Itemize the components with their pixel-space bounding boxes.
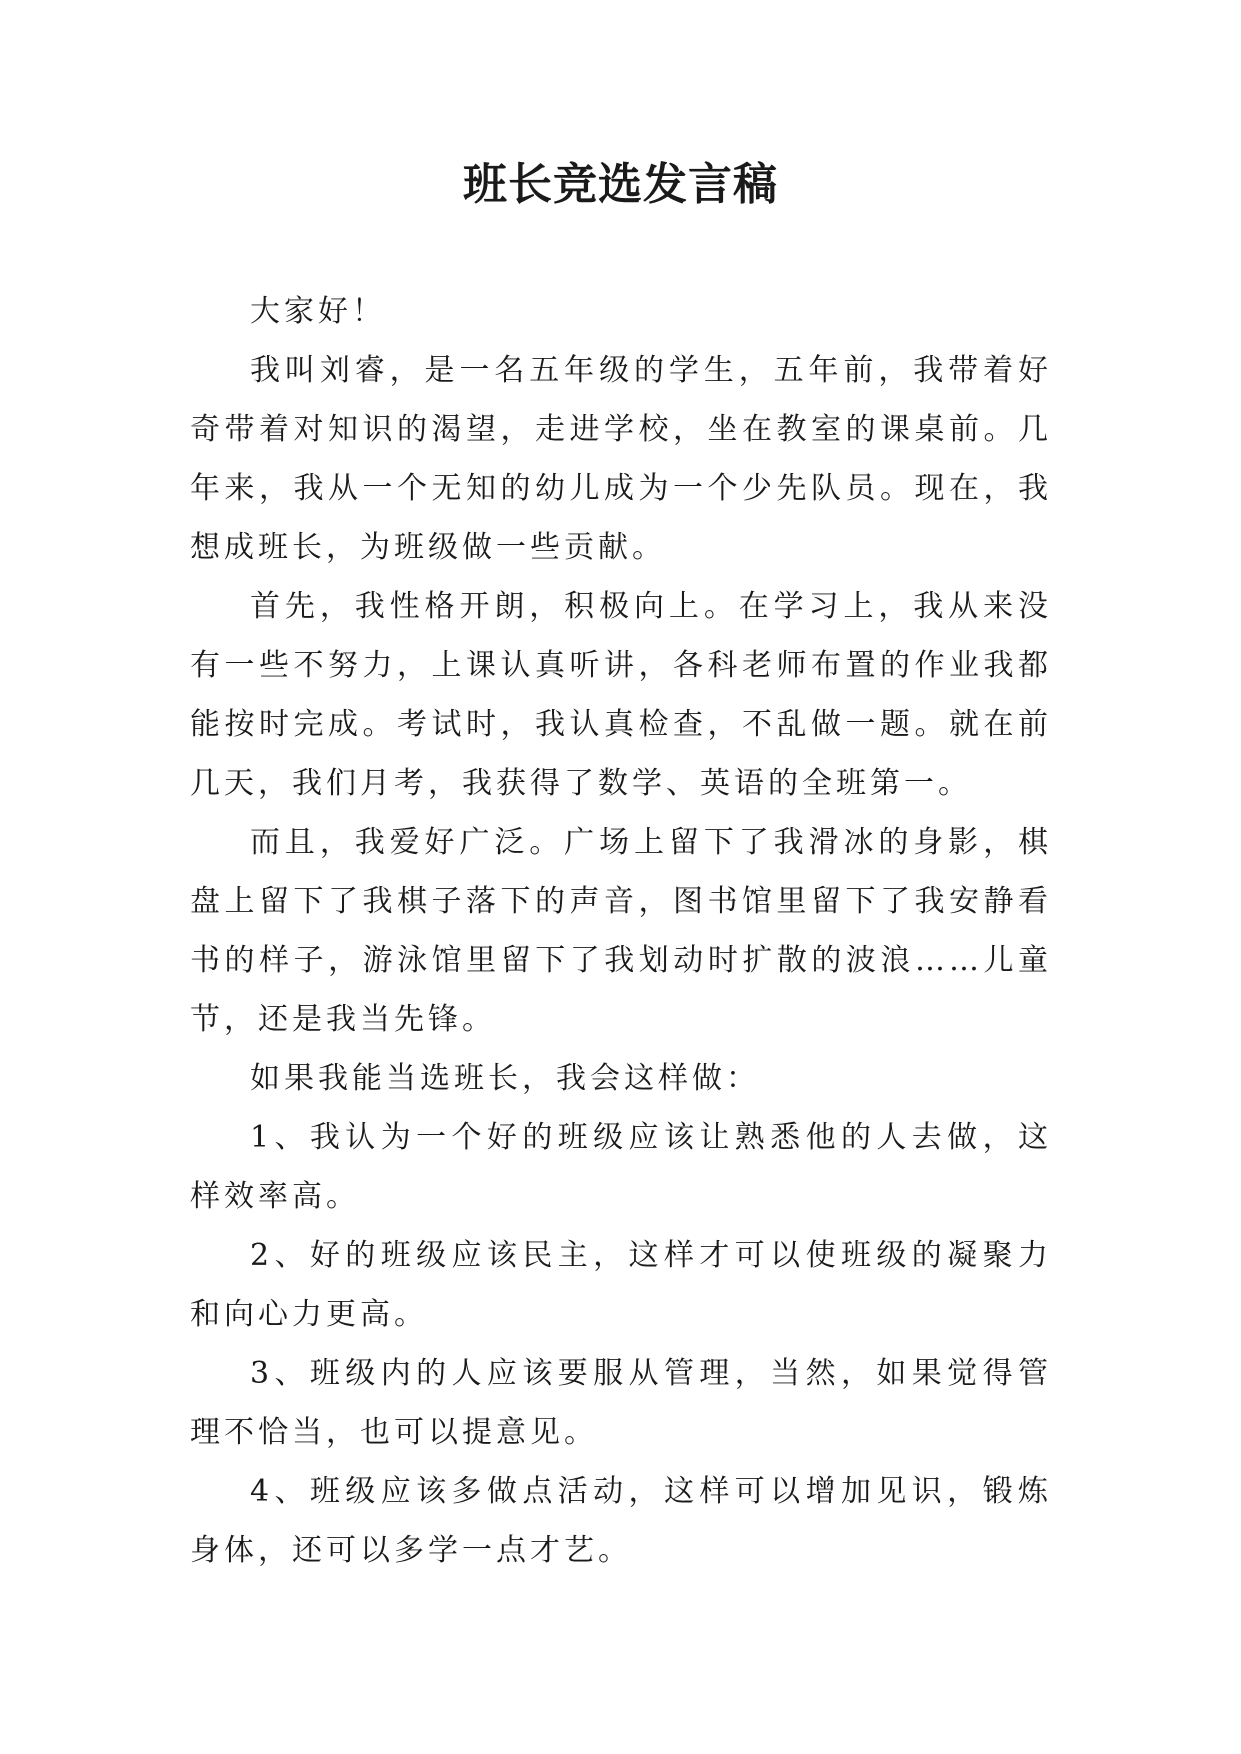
document-body [190, 282, 1052, 1580]
paragraph-plan-1: 1、我认为一个好的班级应该让熟悉他的人去做，这样效率高。 [190, 1120, 1052, 1214]
paragraph-greeting: 大家好！ [250, 294, 386, 329]
paragraph-introduction: 我叫刘睿，是一名五年级的学生，五年前，我带着好奇带着对知识的渴望，走进学校，坐在教室的课桌前。几年来，我从一个无知的幼儿成为一个少先队员。现在，我想成班长，为班级做一些贡献。 [190, 353, 1052, 565]
paragraph-plan-intro: 如果我能当选班长，我会这样做： [250, 1061, 760, 1096]
paragraph-hobbies: 而且，我爱好广泛。广场上留下了我滑冰的身影，棋盘上留下了我棋子落下的声音，图书馆里留下了我安静看书的样子，游泳馆里留下了我划动时扩散的波浪……儿童节，还是我当先锋。 [190, 825, 1052, 1037]
document-title: 班长竞选发言稿 [463, 159, 778, 210]
paragraph-personality: 首先，我性格开朗，积极向上。在学习上，我从来没有一些不努力，上课认真听讲，各科老师布置的作业我都能按时完成。考试时，我认真检查，不乱做一题。就在前几天，我们月考，我获得了数学、英语的全班第一。 [190, 589, 1052, 801]
paragraph-plan-4: 4、班级应该多做点活动，这样可以增加见识，锻炼身体，还可以多学一点才艺。 [190, 1474, 1052, 1568]
paragraph-plan-3: 3、班级内的人应该要服从管理，当然，如果觉得管理不恰当，也可以提意见。 [190, 1356, 1052, 1450]
paragraph-plan-2: 2、好的班级应该民主，这样才可以使班级的凝聚力和向心力更高。 [190, 1238, 1052, 1332]
